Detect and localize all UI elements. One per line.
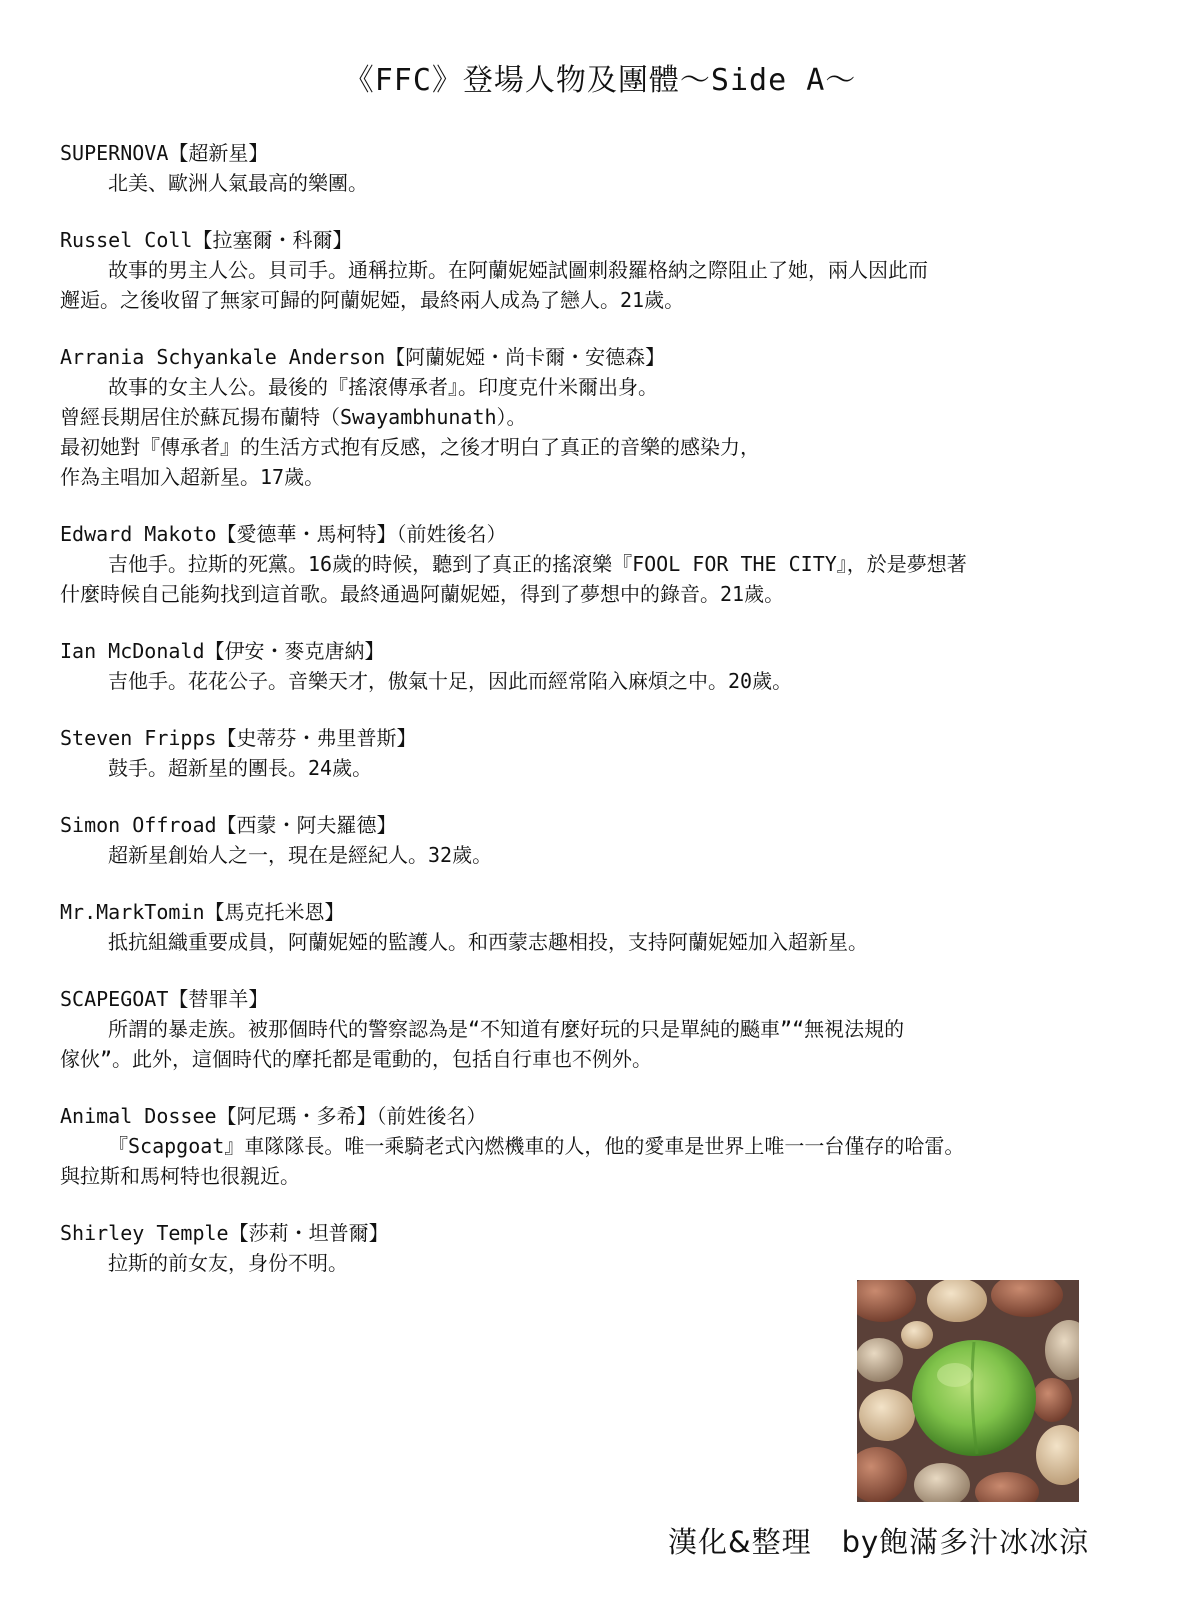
- character-entry: [60, 984, 1150, 1074]
- description-line: 與拉斯和馬柯特也很親近。: [60, 1164, 300, 1188]
- entry-description: [60, 840, 1150, 870]
- character-list: [60, 138, 1150, 1305]
- description-line: 所謂的暴走族。被那個時代的警察認為是“不知道有麼好玩的只是單純的飈車”“無視法規的: [108, 1017, 905, 1041]
- character-entry: [60, 342, 1150, 492]
- character-entry: [60, 897, 1150, 957]
- entry-name: SCAPEGOAT【替罪羊】: [60, 987, 269, 1011]
- description-line: 曾經長期居住於蘇瓦揚布蘭特（Swayambhunath）。: [60, 405, 527, 429]
- translator-credit: 漢化&整理 by飽滿多汁冰冰涼: [668, 1525, 1090, 1559]
- character-entry: [60, 723, 1150, 783]
- entry-name: Simon Offroad【西蒙・阿夫羅德】: [60, 813, 397, 837]
- description-line: 什麼時候自己能夠找到這首歌。最終通過阿蘭妮婭，得到了夢想中的錄音。21歲。: [60, 582, 785, 606]
- description-line: 作為主唱加入超新星。17歲。: [60, 465, 325, 489]
- entry-description: [60, 168, 1150, 198]
- character-entry: [60, 519, 1150, 609]
- entry-description: [60, 372, 1150, 492]
- description-line: 最初她對『傳承者』的生活方式抱有反感，之後才明白了真正的音樂的感染力，: [60, 435, 760, 459]
- entry-name: Shirley Temple【莎莉・坦普爾】: [60, 1221, 389, 1245]
- description-line: 抵抗組織重要成員，阿蘭妮婭的監護人。和西蒙志趣相投，支持阿蘭妮婭加入超新星。: [108, 930, 868, 954]
- description-line: 故事的女主人公。最後的『搖滾傳承者』。印度克什米爾出身。: [108, 375, 658, 399]
- entry-description: [60, 1248, 1150, 1278]
- entry-description: [60, 666, 1150, 696]
- entry-description: [60, 1131, 1150, 1191]
- character-entry: [60, 1101, 1150, 1191]
- character-entry: [60, 138, 1150, 198]
- entry-name: Steven Fripps【史蒂芬・弗里普斯】: [60, 726, 417, 750]
- entry-description: [60, 1014, 1150, 1074]
- entry-name: SUPERNOVA【超新星】: [60, 141, 269, 165]
- page-title: 《FFC》登場人物及團體～Side A～: [343, 63, 857, 98]
- entry-name: Russel Coll【拉塞爾・科爾】: [60, 228, 353, 252]
- description-line: 吉他手。拉斯的死黨。16歲的時候，聽到了真正的搖滾樂『FOOL FOR THE CITY』，於是夢想著: [108, 552, 967, 576]
- succulent-pebbles-illustration: [857, 1280, 1079, 1502]
- entry-description: [60, 255, 1150, 315]
- entry-name: Arrania Schyankale Anderson【阿蘭妮婭・尚卡爾・安德森】: [60, 345, 666, 369]
- description-line: 超新星創始人之一，現在是經紀人。32歲。: [108, 843, 493, 867]
- entry-description: [60, 753, 1150, 783]
- entry-name: Ian McDonald【伊安・麥克唐納】: [60, 639, 385, 663]
- description-line: 『Scapgoat』車隊隊長。唯一乘騎老式內燃機車的人，他的愛車是世界上唯一一台僅存的哈雷。: [108, 1134, 965, 1158]
- description-line: 邂逅。之後收留了無家可歸的阿蘭妮婭，最終兩人成為了戀人。21歲。: [60, 288, 685, 312]
- description-line: 故事的男主人公。貝司手。通稱拉斯。在阿蘭妮婭試圖刺殺羅格納之際阻止了她，兩人因此而: [108, 258, 928, 282]
- entry-name: Animal Dossee【阿尼瑪・多希】（前姓後名）: [60, 1104, 487, 1128]
- character-entry: [60, 225, 1150, 315]
- character-entry: [60, 1218, 1150, 1278]
- description-line: 拉斯的前女友，身份不明。: [108, 1251, 348, 1275]
- entry-name: Mr.MarkTomin【馬克托米恩】: [60, 900, 345, 924]
- character-entry: [60, 636, 1150, 696]
- succulent-photo: [857, 1280, 1079, 1502]
- character-entry: [60, 810, 1150, 870]
- description-line: 北美、歐洲人氣最高的樂團。: [108, 171, 368, 195]
- description-line: 鼓手。超新星的團長。24歲。: [108, 756, 373, 780]
- entry-description: [60, 549, 1150, 609]
- description-line: 吉他手。花花公子。音樂天才，傲氣十足，因此而經常陷入麻煩之中。20歲。: [108, 669, 793, 693]
- entry-description: [60, 927, 1150, 957]
- description-line: 傢伙”。此外，這個時代的摩托都是電動的，包括自行車也不例外。: [60, 1047, 653, 1071]
- entry-name: Edward Makoto【愛德華・馬柯特】（前姓後名）: [60, 522, 507, 546]
